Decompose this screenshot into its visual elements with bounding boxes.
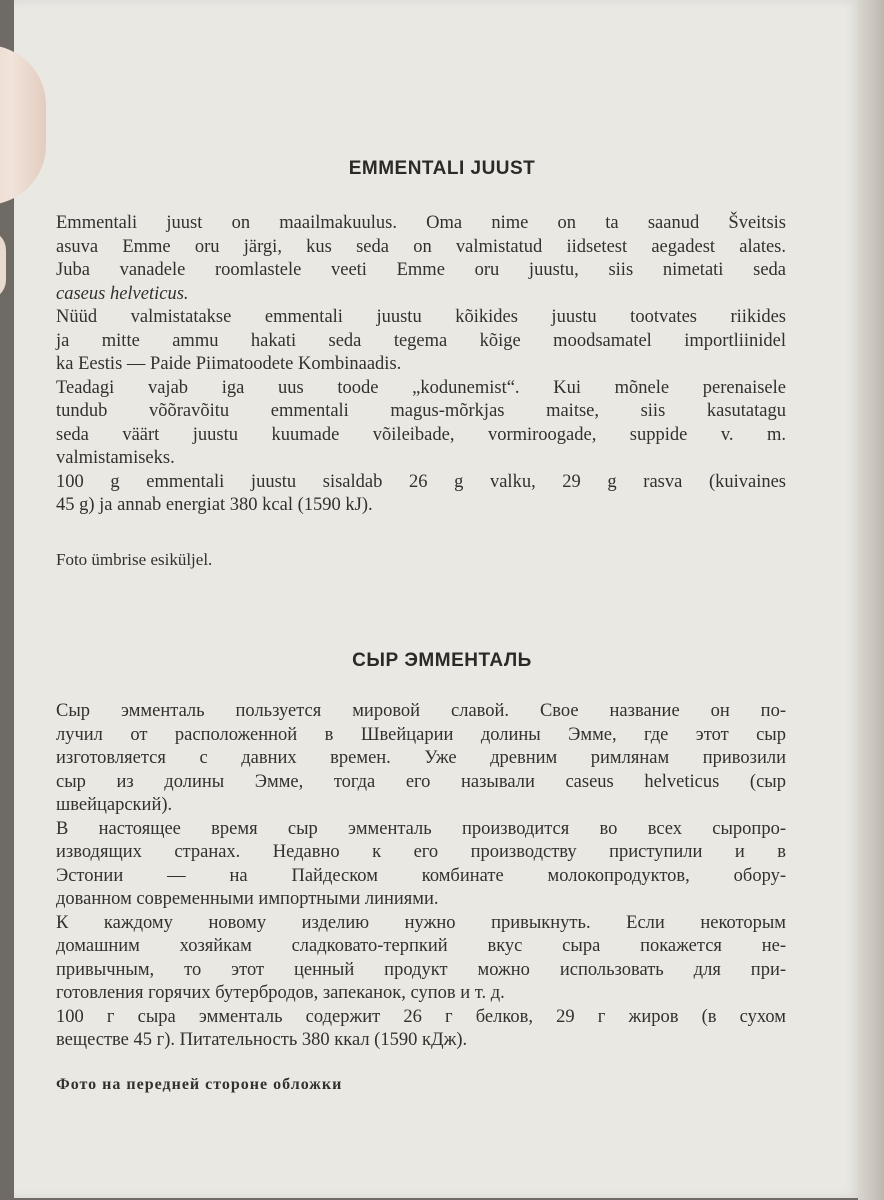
estonian-title: EMMENTALI JUUST xyxy=(348,158,536,179)
text-line: ka Eestis — Paide Piimatoodete Kombinaadis. xyxy=(56,354,402,374)
text-line: сыр из долины Эмме, тогда его называли caseus helveticus (сыр xyxy=(56,771,786,792)
text-line: Emmentali juust on maailmakuulus. Oma nime on ta saanud Šveitsis xyxy=(56,213,786,233)
text-line: швейцарский). xyxy=(56,795,173,815)
russian-photo-caption: Фото на передней стороне обложки xyxy=(56,1076,343,1093)
text-line: 45 g) ja annab energiat 380 kcal (1590 kJ). xyxy=(56,495,373,515)
text-line: В настоящее время сыр эмменталь производится во всех сыропро- xyxy=(56,818,786,839)
text-line: веществе 45 г). Питательность 380 ккал (1590 кДж). xyxy=(56,1030,468,1050)
text-line: caseus helveticus. xyxy=(56,283,189,304)
estonian-photo-caption: Foto ümbrise esiküljel. xyxy=(56,550,213,569)
text-line: Teadagi vajab iga uus toode „kodunemist“. Kui mõnele perenaisele xyxy=(56,377,786,398)
text-line: привычным, то этот ценный продукт можно использовать для при- xyxy=(56,959,786,980)
russian-body xyxy=(56,700,786,1053)
text-line: 100 g emmentali juustu sisaldab 26 g valku, 29 g rasva (kuivaines xyxy=(56,471,786,492)
text-line: Nüüd valmistatakse emmentali juustu kõikides juustu tootvates riikides xyxy=(56,307,786,327)
text-line: ja mitte ammu hakati seda tegema kõige moodsamatel importliinidel xyxy=(56,330,786,351)
text-line: asuva Emme oru järgi, kus seda on valmistatud iidsetest aegadest alates. xyxy=(56,236,786,257)
text-line: К каждому новому изделию нужно привыкнуть. Если некоторым xyxy=(56,912,786,933)
text-line: изводящих странах. Недавно к его производству приступили и в xyxy=(56,842,786,862)
text-line: Сыр эмменталь пользуется мировой славой. Свое название он по- xyxy=(56,701,786,721)
text-line: лучил от расположенной в Швейцарии долины Эмме, где этот сыр xyxy=(56,724,786,745)
thumb-tip xyxy=(0,230,6,300)
russian-title: СЫР ЭММЕНТАЛЬ xyxy=(352,650,532,671)
text-line: valmistamiseks. xyxy=(56,448,175,468)
text-line: seda väärt juustu kuumade võileibade, vormiroogade, suppide v. m. xyxy=(56,424,786,445)
text-line: Juba vanadele roomlastele veeti Emme oru juustu, siis nimetati seda xyxy=(56,260,786,280)
text-line: tundub võõravõitu emmentali magus-mõrkjas maitse, siis kasutatagu xyxy=(56,401,786,421)
page-stack-edge xyxy=(858,0,884,1200)
text-line: домашним хозяйкам сладковато-терпкий вкус сыра покажется не- xyxy=(56,936,786,956)
text-line: Эстонии — на Пайдеском комбинате молокопродуктов, обору- xyxy=(56,865,786,886)
text-line: готовления горячих бутербродов, запеканок, супов и т. д. xyxy=(56,983,505,1003)
text-line: дованном современными импортными линиями. xyxy=(56,889,439,909)
text-line: 100 г сыра эмменталь содержит 26 г белков, 29 г жиров (в сухом xyxy=(56,1006,786,1027)
text-line: изготовляется с давних времен. Уже древним римлянам привозили xyxy=(56,748,786,768)
estonian-body xyxy=(56,212,786,518)
